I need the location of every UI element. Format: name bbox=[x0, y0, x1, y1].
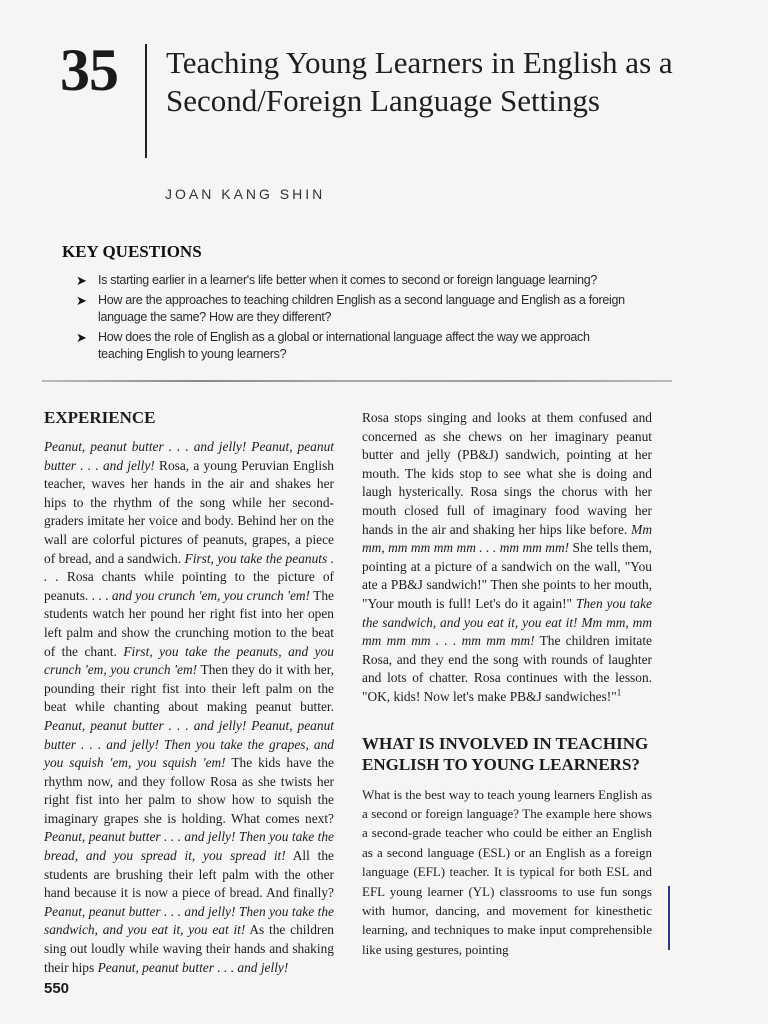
key-questions-heading: KEY QUESTIONS bbox=[62, 242, 202, 261]
experience-segment: and you crunch 'em, you crunch 'em! bbox=[111, 587, 311, 603]
experience-segment: She tells them, pointing at a picture of a sandwich on the wall, "You ate a PB&J sandwich!" Then she points to her mouth, "Your mouth is full! Let's do it again!" bbox=[362, 540, 652, 611]
footnote-marker[interactable]: 1 bbox=[616, 687, 622, 698]
arrow-bullet-icon: ➤ bbox=[76, 273, 87, 288]
column-right bbox=[362, 409, 652, 959]
experience-segment: As the children sing out loudly while waving their hands and shaking their hips bbox=[44, 922, 335, 975]
key-question-item bbox=[76, 292, 636, 326]
experience-segment: The children imitate Rosa, and they end the song with rounds of laughter and lots of chatter. Rosa continues with the lesson. "OK, kids! Now let's make PB&J sandwiches!" bbox=[362, 633, 652, 704]
experience-segment: Peanut, peanut butter . . . and jelly! Peanut, peanut butter . . . and jelly! Then you take the grapes, and you squish 'em, you squish 'em! bbox=[44, 717, 334, 771]
key-questions-list bbox=[76, 272, 636, 366]
experience-segment: Mm mm, mm mm mm mm . . . mm mm mm! bbox=[362, 521, 652, 556]
experience-body-right bbox=[362, 409, 652, 707]
chapter-title: Teaching Young Learners in English as a Second/Foreign Language Settings bbox=[166, 45, 673, 118]
key-question-text: How does the role of English as a global or international language affect the way we approach teaching English to young learners? bbox=[98, 330, 590, 361]
page-number: 550 bbox=[44, 980, 70, 997]
experience-segment: Rosa stops singing and looks at them confused and concerned as she chews on her imaginary peanut butter and jelly (PB&J) sandwich, pointing at her mouth. The kids stop to see what she is doing and laugh hysterically. Rosa sings the chorus with her mouth closed full of imaginary food waving her hands in the air and shaking her hips like before. bbox=[362, 410, 652, 537]
experience-segment: Peanut, peanut butter . . . and jelly! bbox=[97, 959, 289, 975]
experience-segment: All the students are brushing their left palm with the other hand because it is now a piece of bread. And finally? bbox=[44, 848, 334, 901]
section-heading: WHAT IS INVOLVED IN TEACHING ENGLISH TO YOUNG LEARNERS? bbox=[362, 733, 649, 774]
chapter-author: JOAN KANG SHIN bbox=[165, 186, 326, 202]
experience-segment: Rosa, a young Peruvian English teacher, waves her hands in the air and shakes her hips to the rhythm of the song while her second-graders imitate her voice and body. Behind her on the wall are colorful pictures of peanuts, grapes, a piece of bread, and a sandwich. bbox=[44, 457, 334, 566]
experience-segment: The students watch her pound her right fist into her open left palm and show the crunching motion to the beat of the chant. bbox=[44, 587, 334, 659]
experience-segment: Then you take the sandwich, and you eat it, you eat it! Mm mm, mm mm mm mm . . . mm mm mm! bbox=[362, 595, 652, 649]
experience-segment: Then they do it with her, pounding their right fist into their left palm on the beat while chanting about making peanut butter. bbox=[44, 662, 334, 715]
experience-segment: First, you take the peanuts, and you crunch 'em, you crunch 'em! bbox=[44, 643, 334, 678]
experience-segment: Peanut, peanut butter . . . and jelly! Then you take the sandwich, and you eat it, you eat it! bbox=[44, 903, 334, 938]
arrow-bullet-icon: ➤ bbox=[76, 293, 87, 308]
arrow-bullet-icon: ➤ bbox=[76, 330, 87, 345]
experience-segment: Rosa chants while pointing to the picture of peanuts. . . . bbox=[44, 569, 335, 603]
key-question-text: Is starting earlier in a learner's life better when it comes to second or foreign language learning? bbox=[98, 273, 598, 287]
margin-annotation-mark bbox=[668, 886, 670, 950]
chapter-number: 35 bbox=[60, 37, 118, 103]
experience-segment: First, you take the peanuts . . . bbox=[44, 550, 334, 585]
experience-heading: EXPERIENCE bbox=[44, 408, 156, 427]
experience-segment: Peanut, peanut butter . . . and jelly! Then you take the bread, and you spread it, you spread it! bbox=[44, 829, 334, 864]
chapter-divider bbox=[145, 44, 147, 158]
key-questions-divider bbox=[42, 380, 672, 382]
experience-body-left bbox=[44, 438, 334, 977]
section-body: What is the best way to teach young learners English as a second or foreign language? The example here shows a second-grade teacher who could be either an English as a second language (ESL) or an English as a foreign language (EFL) teacher. It is typical for both ESL and EFL young learner (YL) classrooms to use fun songs with humor, dancing, and movement for kinesthetic learning, and techniques to make input comprehensible like using gestures, pointing bbox=[362, 786, 652, 957]
experience-segment: The kids have the rhythm now, and they follow Rosa as she twists her right fist into her palm to show how to squish the imaginary grapes she is holding. What comes next? bbox=[44, 755, 334, 826]
key-question-item bbox=[76, 272, 636, 289]
experience-segment: Peanut, peanut butter . . . and jelly! Peanut, peanut butter . . . and jelly! bbox=[44, 439, 334, 473]
key-question-item bbox=[76, 329, 636, 363]
experience-column-left bbox=[44, 407, 334, 977]
key-question-text: How are the approaches to teaching children English as a second language and English as a foreign language the same? How are they different? bbox=[98, 293, 625, 324]
